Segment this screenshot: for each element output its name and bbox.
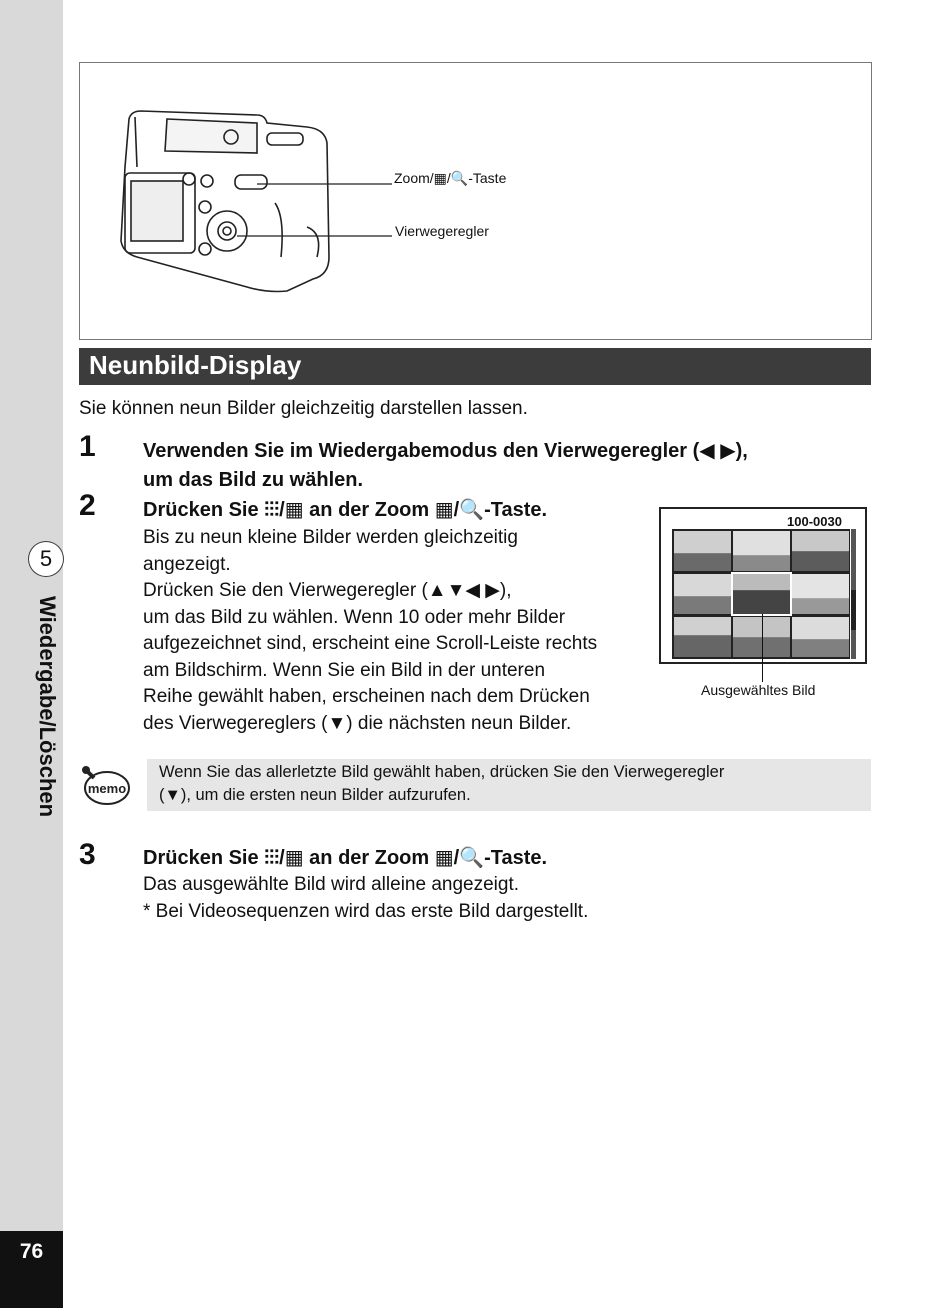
thumbnail [674,617,731,657]
body-line: Das ausgewählte Bild wird alleine angezeigt. [143,874,520,895]
scroll-bar-thumb [851,590,856,630]
thumbnail [733,531,790,571]
thumbnail [792,531,849,571]
step-1-number: 1 [79,430,96,463]
page-number: 76 [19,1240,44,1263]
thumbnail [674,531,731,571]
thumbnail [792,574,849,614]
step-2-body [143,525,597,737]
step-2-number: 2 [79,489,96,522]
chapter-title [32,596,62,856]
intro-text: Sie können neun Bilder gleichzeitig darstellen lassen. [79,398,528,419]
memo-line: (▼), um die ersten neun Bilder aufzurufen. [159,786,471,804]
step-3-number: 3 [79,838,96,871]
body-line: aufgezeichnet sind, erscheint eine Scroll-Leiste rechts [143,633,598,654]
body-line: am Bildschirm. Wenn Sie ein Bild in der unteren [143,659,546,681]
callout-zoom-button: Zoom/▦/🔍-Taste [394,170,507,186]
camera-back-illustration [117,107,397,297]
step-3-heading: Drücken Sie ⫶⫶⫶/▦ an der Zoom ▦/🔍-Taste. [143,847,548,869]
thumbnail [792,617,849,657]
body-line: angezeigt. [143,553,231,575]
selected-image-label: Ausgewähltes Bild [701,682,816,698]
memo-line: Wenn Sie das allerletzte Bild gewählt haben, drücken Sie den Vierwegeregler [159,763,725,781]
file-counter: 100-0030 [787,514,842,529]
body-line: des Vierwegereglers (▼) die nächsten neun Bilder. [143,712,572,734]
chapter-title-text: Wiedergabe/Löschen [35,596,60,818]
thumbnail-selected [733,574,790,614]
body-line: um das Bild zu wählen. Wenn 10 oder mehr Bilder [143,606,566,628]
chapter-number: 5 [29,542,63,576]
memo-icon-label: memo [87,781,127,796]
section-title: Neunbild-Display [89,350,302,380]
step-1-heading-line1: Verwenden Sie im Wiedergabemodus den Vierwegeregler (◀ ▶), [143,440,748,462]
step-2-heading: Drücken Sie ⫶⫶⫶/▦ an der Zoom ▦/🔍-Taste. [143,499,548,521]
body-line: Reihe gewählt haben, erscheinen nach dem Drücken [143,686,590,707]
thumbnail [674,574,731,614]
step-1-heading-line2: um das Bild zu wählen. [143,469,364,491]
body-line: * Bei Videosequenzen wird das erste Bild dargestellt. [143,900,589,922]
body-line: Bis zu neun kleine Bilder werden gleichzeitig [143,527,518,548]
thumbnail-grid [672,529,850,659]
step-3-body [143,872,588,925]
callout-four-way-controller: Vierwegeregler [395,223,489,239]
memo-text [159,761,859,807]
memo-icon [80,764,132,808]
selected-callout-line [762,614,763,682]
body-line: Drücken Sie den Vierwegeregler (▲▼◀ ▶), [143,580,512,601]
